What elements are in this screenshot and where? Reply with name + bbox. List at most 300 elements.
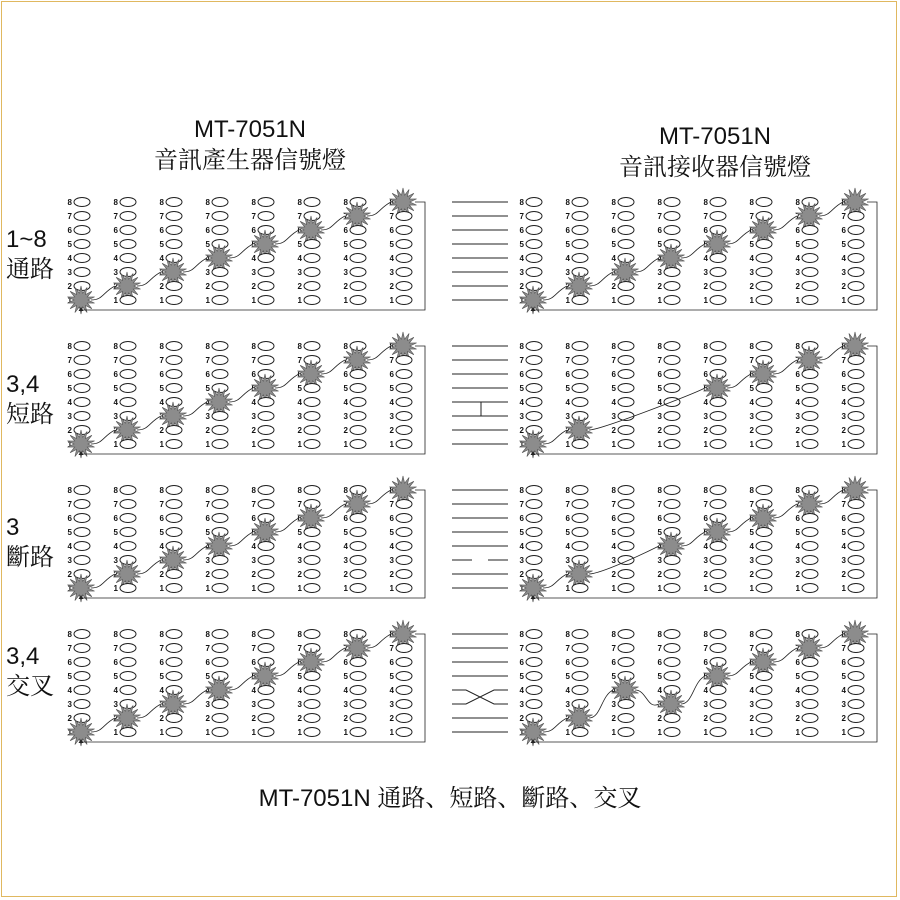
led-number: 1 xyxy=(611,296,616,305)
led-off-icon xyxy=(572,356,588,365)
led-off-icon xyxy=(572,728,588,737)
led-number: 5 xyxy=(113,672,118,681)
led-number: 4 xyxy=(343,542,348,551)
led-number: 3 xyxy=(205,412,210,421)
led-off-icon xyxy=(120,528,136,537)
led-number: 3 xyxy=(251,556,256,565)
led-number: 8 xyxy=(795,198,800,207)
scan-trace xyxy=(543,430,567,444)
led-number: 8 xyxy=(159,630,164,639)
led-number: 5 xyxy=(795,384,800,393)
led-off-icon xyxy=(258,584,274,593)
led-number: 1 xyxy=(389,728,394,737)
led-off-icon xyxy=(166,658,182,667)
led-number: 2 xyxy=(703,426,708,435)
led-number: 2 xyxy=(657,282,662,291)
led-number: 7 xyxy=(565,212,570,221)
led-off-icon xyxy=(802,556,818,565)
led-number: 4 xyxy=(657,254,662,263)
led-number: 3 xyxy=(703,556,708,565)
led-number: 4 xyxy=(749,254,754,263)
led-off-icon xyxy=(396,370,412,379)
led-off-icon xyxy=(618,542,634,551)
led-off-icon xyxy=(756,486,772,495)
led-number: 2 xyxy=(205,570,210,579)
led-number: 5 xyxy=(703,384,708,393)
led-number: 5 xyxy=(113,384,118,393)
wiring-cross xyxy=(452,634,508,732)
led-number: 2 xyxy=(113,282,118,291)
led-off-icon xyxy=(618,296,634,305)
led-off-icon xyxy=(74,700,90,709)
led-off-icon xyxy=(396,658,412,667)
scan-trace xyxy=(727,518,751,532)
led-number: 3 xyxy=(389,700,394,709)
led-number: 4 xyxy=(297,254,302,263)
led-number: 4 xyxy=(159,542,164,551)
led-number: 1 xyxy=(343,728,348,737)
led-number: 6 xyxy=(113,370,118,379)
led-number: 5 xyxy=(159,384,164,393)
led-number: 4 xyxy=(113,398,118,407)
led-off-icon xyxy=(526,226,542,235)
led-number: 8 xyxy=(519,198,524,207)
led-number: 7 xyxy=(565,500,570,509)
led-off-icon xyxy=(664,486,680,495)
led-off-icon xyxy=(526,486,542,495)
led-off-icon xyxy=(212,644,228,653)
led-off-icon xyxy=(258,500,274,509)
led-number: 6 xyxy=(297,514,302,523)
led-number: 6 xyxy=(749,226,754,235)
led-off-icon xyxy=(120,644,136,653)
led-off-icon xyxy=(304,282,320,291)
led-off-icon xyxy=(664,584,680,593)
led-number: 1 xyxy=(611,440,616,449)
led-off-icon xyxy=(166,584,182,593)
led-off-icon xyxy=(664,500,680,509)
scan-trace xyxy=(137,704,161,718)
led-off-icon xyxy=(848,700,864,709)
scan-trace xyxy=(773,360,797,374)
led-off-icon xyxy=(74,514,90,523)
led-number: 4 xyxy=(67,398,72,407)
led-number: 5 xyxy=(703,672,708,681)
led-off-icon xyxy=(396,728,412,737)
led-off-icon xyxy=(756,240,772,249)
led-number: 3 xyxy=(113,412,118,421)
led-number: 2 xyxy=(159,426,164,435)
led-number: 7 xyxy=(749,644,754,653)
led-off-icon xyxy=(710,254,726,263)
led-off-icon xyxy=(396,714,412,723)
row-label-open: 3 斷路 xyxy=(6,514,54,571)
led-number: 5 xyxy=(205,528,210,537)
led-off-icon xyxy=(802,686,818,695)
led-off-icon xyxy=(848,542,864,551)
receiver-leds xyxy=(519,332,877,458)
scan-trace xyxy=(91,286,115,300)
generator-name: 音訊產生器信號燈 xyxy=(154,147,346,174)
led-number: 3 xyxy=(703,268,708,277)
led-number: 8 xyxy=(159,198,164,207)
led-off-icon xyxy=(350,398,366,407)
led-off-icon xyxy=(572,212,588,221)
row-label-pass: 1~8 通路 xyxy=(6,226,54,283)
led-off-icon xyxy=(74,370,90,379)
led-off-icon xyxy=(526,398,542,407)
led-number: 3 xyxy=(67,268,72,277)
led-number: 8 xyxy=(389,342,394,351)
led-off-icon xyxy=(664,296,680,305)
led-number: 7 xyxy=(657,212,662,221)
led-number: 7 xyxy=(389,212,394,221)
led-number: 8 xyxy=(703,630,708,639)
led-number: 1 xyxy=(67,584,72,593)
led-number: 1 xyxy=(565,296,570,305)
led-number: 2 xyxy=(795,570,800,579)
led-off-icon xyxy=(304,268,320,277)
led-off-icon xyxy=(572,198,588,207)
led-off-icon xyxy=(572,630,588,639)
led-off-icon xyxy=(212,440,228,449)
led-off-icon xyxy=(212,630,228,639)
led-number: 3 xyxy=(611,556,616,565)
led-number: 2 xyxy=(841,282,846,291)
led-number: 6 xyxy=(749,658,754,667)
led-off-icon xyxy=(710,356,726,365)
led-off-icon xyxy=(258,556,274,565)
led-number: 7 xyxy=(749,500,754,509)
led-off-icon xyxy=(166,226,182,235)
led-off-icon xyxy=(710,700,726,709)
led-number: 8 xyxy=(657,198,662,207)
led-off-icon xyxy=(120,514,136,523)
led-number: 6 xyxy=(795,658,800,667)
led-off-icon xyxy=(258,356,274,365)
led-number: 3 xyxy=(703,700,708,709)
led-off-icon xyxy=(212,426,228,435)
led-number: 3 xyxy=(703,412,708,421)
scan-trace xyxy=(589,388,705,430)
led-off-icon xyxy=(396,384,412,393)
led-number: 5 xyxy=(297,384,302,393)
led-off-icon xyxy=(304,198,320,207)
led-number: 1 xyxy=(657,728,662,737)
led-number: 4 xyxy=(795,542,800,551)
led-off-icon xyxy=(526,254,542,263)
led-number: 7 xyxy=(841,644,846,653)
led-number: 2 xyxy=(841,570,846,579)
led-off-icon xyxy=(396,356,412,365)
led-off-icon xyxy=(120,370,136,379)
led-number: 8 xyxy=(611,630,616,639)
led-number: 4 xyxy=(159,254,164,263)
led-number: 8 xyxy=(67,198,72,207)
led-number: 5 xyxy=(841,240,846,249)
led-number: 6 xyxy=(297,370,302,379)
led-number: 4 xyxy=(703,398,708,407)
led-number: 8 xyxy=(703,342,708,351)
led-number: 3 xyxy=(657,412,662,421)
led-off-icon xyxy=(350,658,366,667)
led-number: 7 xyxy=(611,356,616,365)
led-off-icon xyxy=(572,240,588,249)
led-number: 1 xyxy=(389,584,394,593)
led-off-icon xyxy=(756,672,772,681)
led-off-icon xyxy=(802,240,818,249)
led-number: 6 xyxy=(611,226,616,235)
led-off-icon xyxy=(304,672,320,681)
led-off-icon xyxy=(74,658,90,667)
led-number: 7 xyxy=(297,500,302,509)
led-number: 8 xyxy=(67,342,72,351)
led-number: 6 xyxy=(657,658,662,667)
led-off-icon xyxy=(664,356,680,365)
led-number: 7 xyxy=(113,644,118,653)
led-off-icon xyxy=(258,542,274,551)
led-off-icon xyxy=(848,240,864,249)
led-off-icon xyxy=(618,514,634,523)
led-off-icon xyxy=(258,700,274,709)
led-off-icon xyxy=(526,500,542,509)
led-off-icon xyxy=(350,226,366,235)
led-number: 2 xyxy=(113,714,118,723)
led-number: 1 xyxy=(67,728,72,737)
led-number: 8 xyxy=(113,630,118,639)
led-off-icon xyxy=(664,658,680,667)
led-number: 3 xyxy=(657,268,662,277)
led-number: 3 xyxy=(565,556,570,565)
led-off-icon xyxy=(396,268,412,277)
led-number: 2 xyxy=(389,570,394,579)
led-off-icon xyxy=(618,356,634,365)
led-off-icon xyxy=(572,370,588,379)
led-off-icon xyxy=(618,644,634,653)
led-number: 6 xyxy=(657,514,662,523)
led-number: 7 xyxy=(565,356,570,365)
led-off-icon xyxy=(120,212,136,221)
led-number: 6 xyxy=(565,226,570,235)
led-number: 4 xyxy=(519,254,524,263)
led-number: 2 xyxy=(795,282,800,291)
led-number: 6 xyxy=(565,370,570,379)
led-number: 7 xyxy=(703,356,708,365)
led-number: 2 xyxy=(205,426,210,435)
led-off-icon xyxy=(664,370,680,379)
led-off-icon xyxy=(120,658,136,667)
led-off-icon xyxy=(166,342,182,351)
led-off-icon xyxy=(74,500,90,509)
wiring-short xyxy=(452,346,508,444)
led-off-icon xyxy=(756,412,772,421)
led-off-icon xyxy=(848,714,864,723)
led-number: 4 xyxy=(841,254,846,263)
led-number: 8 xyxy=(841,198,846,207)
led-off-icon xyxy=(212,714,228,723)
led-off-icon xyxy=(802,672,818,681)
led-off-icon xyxy=(258,714,274,723)
led-number: 1 xyxy=(657,440,662,449)
led-number: 4 xyxy=(565,542,570,551)
led-off-icon xyxy=(848,370,864,379)
led-off-icon xyxy=(664,342,680,351)
led-off-icon xyxy=(74,384,90,393)
led-off-icon xyxy=(166,630,182,639)
led-number: 5 xyxy=(205,672,210,681)
led-number: 4 xyxy=(841,398,846,407)
led-number: 6 xyxy=(703,514,708,523)
led-off-icon xyxy=(212,514,228,523)
led-number: 1 xyxy=(205,296,210,305)
led-number: 8 xyxy=(389,198,394,207)
led-off-icon xyxy=(618,212,634,221)
scan-trace xyxy=(275,518,299,532)
led-off-icon xyxy=(350,700,366,709)
led-number: 5 xyxy=(611,240,616,249)
led-number: 6 xyxy=(113,514,118,523)
led-number: 4 xyxy=(795,254,800,263)
led-off-icon xyxy=(526,384,542,393)
led-number: 4 xyxy=(113,686,118,695)
led-number: 1 xyxy=(251,584,256,593)
led-number: 4 xyxy=(657,398,662,407)
led-number: 3 xyxy=(565,268,570,277)
led-off-icon xyxy=(710,584,726,593)
scan-trace xyxy=(321,360,345,374)
led-number: 7 xyxy=(343,212,348,221)
led-number: 4 xyxy=(343,398,348,407)
led-off-icon xyxy=(304,542,320,551)
led-number: 1 xyxy=(205,728,210,737)
led-number: 4 xyxy=(749,398,754,407)
led-number: 2 xyxy=(343,714,348,723)
led-off-icon xyxy=(350,686,366,695)
led-number: 5 xyxy=(159,528,164,537)
led-number: 1 xyxy=(565,440,570,449)
led-number: 6 xyxy=(657,370,662,379)
led-number: 8 xyxy=(297,630,302,639)
led-number: 6 xyxy=(795,226,800,235)
led-number: 6 xyxy=(703,370,708,379)
led-number: 4 xyxy=(67,686,72,695)
led-number: 7 xyxy=(205,212,210,221)
led-number: 3 xyxy=(297,700,302,709)
led-number: 3 xyxy=(657,700,662,709)
led-number: 4 xyxy=(205,398,210,407)
led-number: 8 xyxy=(749,486,754,495)
led-off-icon xyxy=(664,630,680,639)
led-number: 8 xyxy=(205,486,210,495)
led-off-icon xyxy=(350,584,366,593)
led-off-icon xyxy=(304,700,320,709)
led-number: 5 xyxy=(67,240,72,249)
led-number: 3 xyxy=(297,556,302,565)
led-off-icon xyxy=(756,528,772,537)
led-off-icon xyxy=(710,630,726,639)
scan-trace xyxy=(183,258,207,272)
led-number: 7 xyxy=(795,356,800,365)
led-number: 4 xyxy=(749,542,754,551)
led-off-icon xyxy=(350,570,366,579)
led-number: 2 xyxy=(113,426,118,435)
led-number: 7 xyxy=(795,500,800,509)
led-off-icon xyxy=(756,440,772,449)
led-off-icon xyxy=(304,630,320,639)
led-number: 3 xyxy=(565,412,570,421)
led-number: 5 xyxy=(749,240,754,249)
led-number: 6 xyxy=(703,226,708,235)
led-number: 2 xyxy=(251,714,256,723)
led-off-icon xyxy=(618,426,634,435)
led-number: 7 xyxy=(657,356,662,365)
led-off-icon xyxy=(802,542,818,551)
led-number: 7 xyxy=(67,212,72,221)
led-number: 6 xyxy=(67,658,72,667)
led-number: 2 xyxy=(565,714,570,723)
led-off-icon xyxy=(120,486,136,495)
led-number: 7 xyxy=(519,356,524,365)
led-off-icon xyxy=(710,282,726,291)
scan-trace xyxy=(589,690,613,718)
led-number: 2 xyxy=(841,714,846,723)
led-number: 1 xyxy=(795,584,800,593)
led-off-icon xyxy=(120,686,136,695)
led-off-icon xyxy=(350,556,366,565)
led-number: 4 xyxy=(795,686,800,695)
led-number: 4 xyxy=(703,686,708,695)
led-number: 7 xyxy=(297,644,302,653)
led-off-icon xyxy=(618,384,634,393)
led-off-icon xyxy=(258,570,274,579)
led-off-icon xyxy=(572,342,588,351)
led-off-icon xyxy=(802,514,818,523)
led-off-icon xyxy=(120,728,136,737)
led-off-icon xyxy=(350,426,366,435)
led-number: 2 xyxy=(657,426,662,435)
led-number: 4 xyxy=(297,398,302,407)
led-number: 3 xyxy=(67,700,72,709)
led-off-icon xyxy=(258,268,274,277)
scan-trace xyxy=(727,230,751,244)
led-number: 3 xyxy=(657,556,662,565)
led-off-icon xyxy=(396,686,412,695)
wiring-straight xyxy=(452,202,508,300)
led-number: 4 xyxy=(251,254,256,263)
led-number: 6 xyxy=(841,370,846,379)
led-number: 3 xyxy=(519,556,524,565)
led-off-icon xyxy=(756,296,772,305)
led-number: 3 xyxy=(205,700,210,709)
led-number: 3 xyxy=(841,412,846,421)
led-off-icon xyxy=(710,486,726,495)
led-off-icon xyxy=(526,240,542,249)
led-number: 3 xyxy=(67,412,72,421)
led-number: 5 xyxy=(565,240,570,249)
led-off-icon xyxy=(710,728,726,737)
scan-trace xyxy=(229,244,253,258)
led-number: 6 xyxy=(343,226,348,235)
led-off-icon xyxy=(304,570,320,579)
led-number: 7 xyxy=(389,356,394,365)
led-number: 1 xyxy=(611,584,616,593)
led-number: 6 xyxy=(159,514,164,523)
led-number: 5 xyxy=(519,672,524,681)
led-number: 2 xyxy=(389,714,394,723)
led-number: 6 xyxy=(297,226,302,235)
scan-trace xyxy=(229,676,253,690)
led-number: 6 xyxy=(205,658,210,667)
